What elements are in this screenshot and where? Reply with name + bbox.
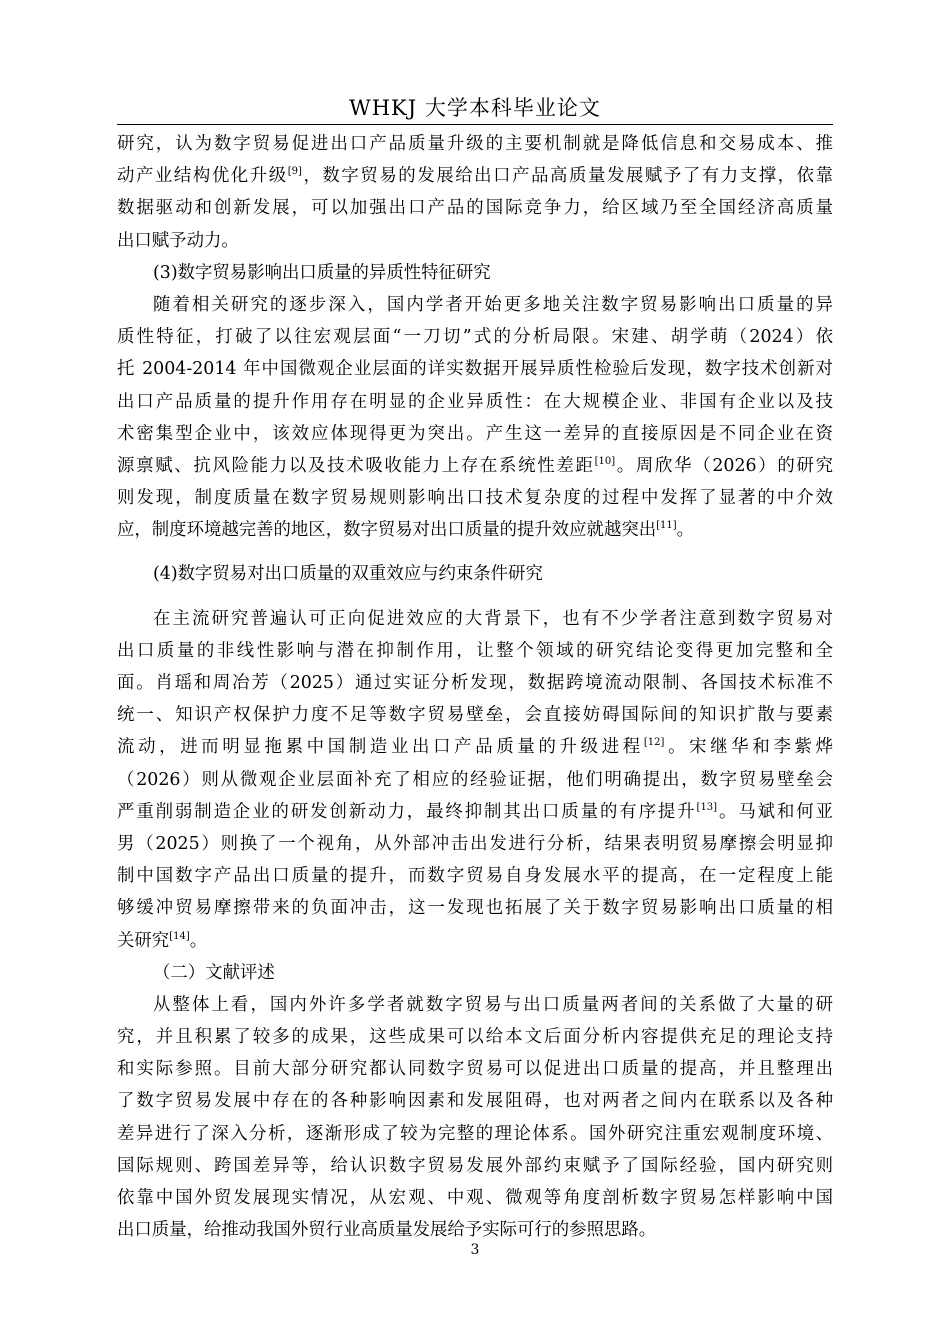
section-heading: (4)数字贸易对出口质量的双重效应与约束条件研究 <box>153 564 543 585</box>
citation-mark: [13] <box>696 801 718 813</box>
text-line: 在主流研究普遍认可正向促进效应的大背景下，也有不少学者注意到数字贸易对 <box>153 608 833 629</box>
paragraph <box>117 128 833 257</box>
text-line: 研究，认为数字贸易促进出口产品质量升级的主要机制就是降低信息和交易成本、推 <box>117 134 833 154</box>
paragraph <box>117 289 833 547</box>
text-line: 制中国数字产品出口质量的提升，而数字贸易自身发展水平的提高，在一定程度上能 <box>117 866 833 887</box>
section-heading: (3)数字贸易影响出口质量的异质性特征研究 <box>153 262 491 283</box>
text-line: 质性特征，打破了以往宏观层面“一刀切”式的分析局限。宋建、胡学萌（2024）依 <box>117 327 833 348</box>
text-line: （2026）则从微观企业层面补充了相应的经验证据，他们明确提出，数字贸易壁垒会 <box>117 769 833 790</box>
header-rule <box>117 124 833 125</box>
text-line: 和实际参照。目前大部分研究都认同数字贸易可以促进出口质量的提高，并且整理出 <box>117 1059 833 1080</box>
document-body <box>117 128 833 1246</box>
text-line: 出口产品质量的提升作用存在明显的企业异质性：在大规模企业、非国有企业以及技 <box>117 391 833 412</box>
text-line: 面。肖瑶和周冶芳（2025）通过实证分析发现，数据跨境流动限制、各国技术标准不 <box>117 673 833 693</box>
text-line: 出口质量的非线性影响与潜在抑制作用，让整个领域的研究结论变得更加完整和全 <box>117 640 833 661</box>
text-line: 出口赋予动力。 <box>117 230 239 251</box>
text-line: 严重削弱制造企业的研发创新动力，最终抑制其出口质量的有序提升[13]。马斌和何亚 <box>117 801 833 822</box>
text-line: 了数字贸易发展中存在的各种影响因素和发展阻碍，也对两者之间内在联系以及各种 <box>117 1091 833 1112</box>
text-line: 究，并且积累了较多的成果，这些成果可以给本文后面分析内容提供充足的理论支持 <box>117 1027 833 1048</box>
text-line: 流动，进而明显拖累中国制造业出口产品质量的升级进程[12]。宋继华和李紫烨 <box>117 737 833 758</box>
text-line: 男（2025）则换了一个视角，从外部冲击出发进行分析，结果表明贸易摩擦会明显抑 <box>117 833 833 854</box>
text-line: 数据驱动和创新发展，可以加强出口产品的国际竞争力，给区域乃至全国经济高质量 <box>117 198 833 219</box>
citation-mark: [9] <box>287 166 302 178</box>
paragraph <box>117 989 833 1247</box>
text-line: 从整体上看，国内外许多学者就数字贸易与出口质量两者间的关系做了大量的研 <box>153 994 833 1015</box>
section-heading: （二）文献评述 <box>153 962 275 983</box>
citation-mark: [14] <box>169 930 190 942</box>
text-line: 动产业结构优化升级[9]，数字贸易的发展给出口产品高质量发展赋予了有力支撑，依靠 <box>117 166 833 187</box>
spacer <box>117 591 833 603</box>
paragraph <box>117 603 833 957</box>
citation-mark: [11] <box>656 520 677 532</box>
text-line: 源禀赋、抗风险能力以及技术吸收能力上存在系统性差距[10]。周欣华（2026）的研究 <box>117 455 833 476</box>
text-line: 依靠中国外贸发展现实情况，从宏观、中观、微观等角度剖析数字贸易怎样影响中国 <box>117 1188 833 1208</box>
text-line: 应，制度环境越完善的地区，数字贸易对出口质量的提升效应就越突出[11]。 <box>117 520 695 541</box>
spacer <box>117 546 833 558</box>
text-line: 国际规则、跨国差异等，给认识数字贸易发展外部约束赋予了国际经验，国内研究则 <box>117 1155 833 1176</box>
text-line: 够缓冲贸易摩擦带来的负面冲击，这一发现也拓展了关于数字贸易影响出口质量的相 <box>117 898 833 919</box>
page-header: WHKJ 大学本科毕业论文 <box>349 96 601 120</box>
citation-mark: [10] <box>594 455 616 467</box>
text-line: 差异进行了深入分析，逐渐形成了较为完整的理论体系。国外研究注重宏观制度环境、 <box>117 1123 833 1144</box>
citation-mark: [12] <box>643 737 665 749</box>
text-line: 关研究[14]。 <box>117 930 208 951</box>
page-number: 3 <box>470 1242 480 1258</box>
text-line: 出口质量，给推动我国外贸行业高质量发展给予实际可行的参照思路。 <box>117 1220 657 1241</box>
text-line: 统一、知识产权保护力度不足等数字贸易壁垒，会直接妨碍国际间的知识扩散与要素 <box>117 705 833 726</box>
text-line: 则发现，制度质量在数字贸易规则影响出口技术复杂度的过程中发挥了显著的中介效 <box>117 488 833 509</box>
text-line: 术密集型企业中，该效应体现得更为突出。产生这一差异的直接原因是不同企业在资 <box>117 423 833 444</box>
text-line: 随着相关研究的逐步深入，国内学者开始更多地关注数字贸易影响出口质量的异 <box>153 294 833 315</box>
text-line: 托 2004-2014 年中国微观企业层面的详实数据开展异质性检验后发现，数字技术创新对 <box>117 359 833 380</box>
